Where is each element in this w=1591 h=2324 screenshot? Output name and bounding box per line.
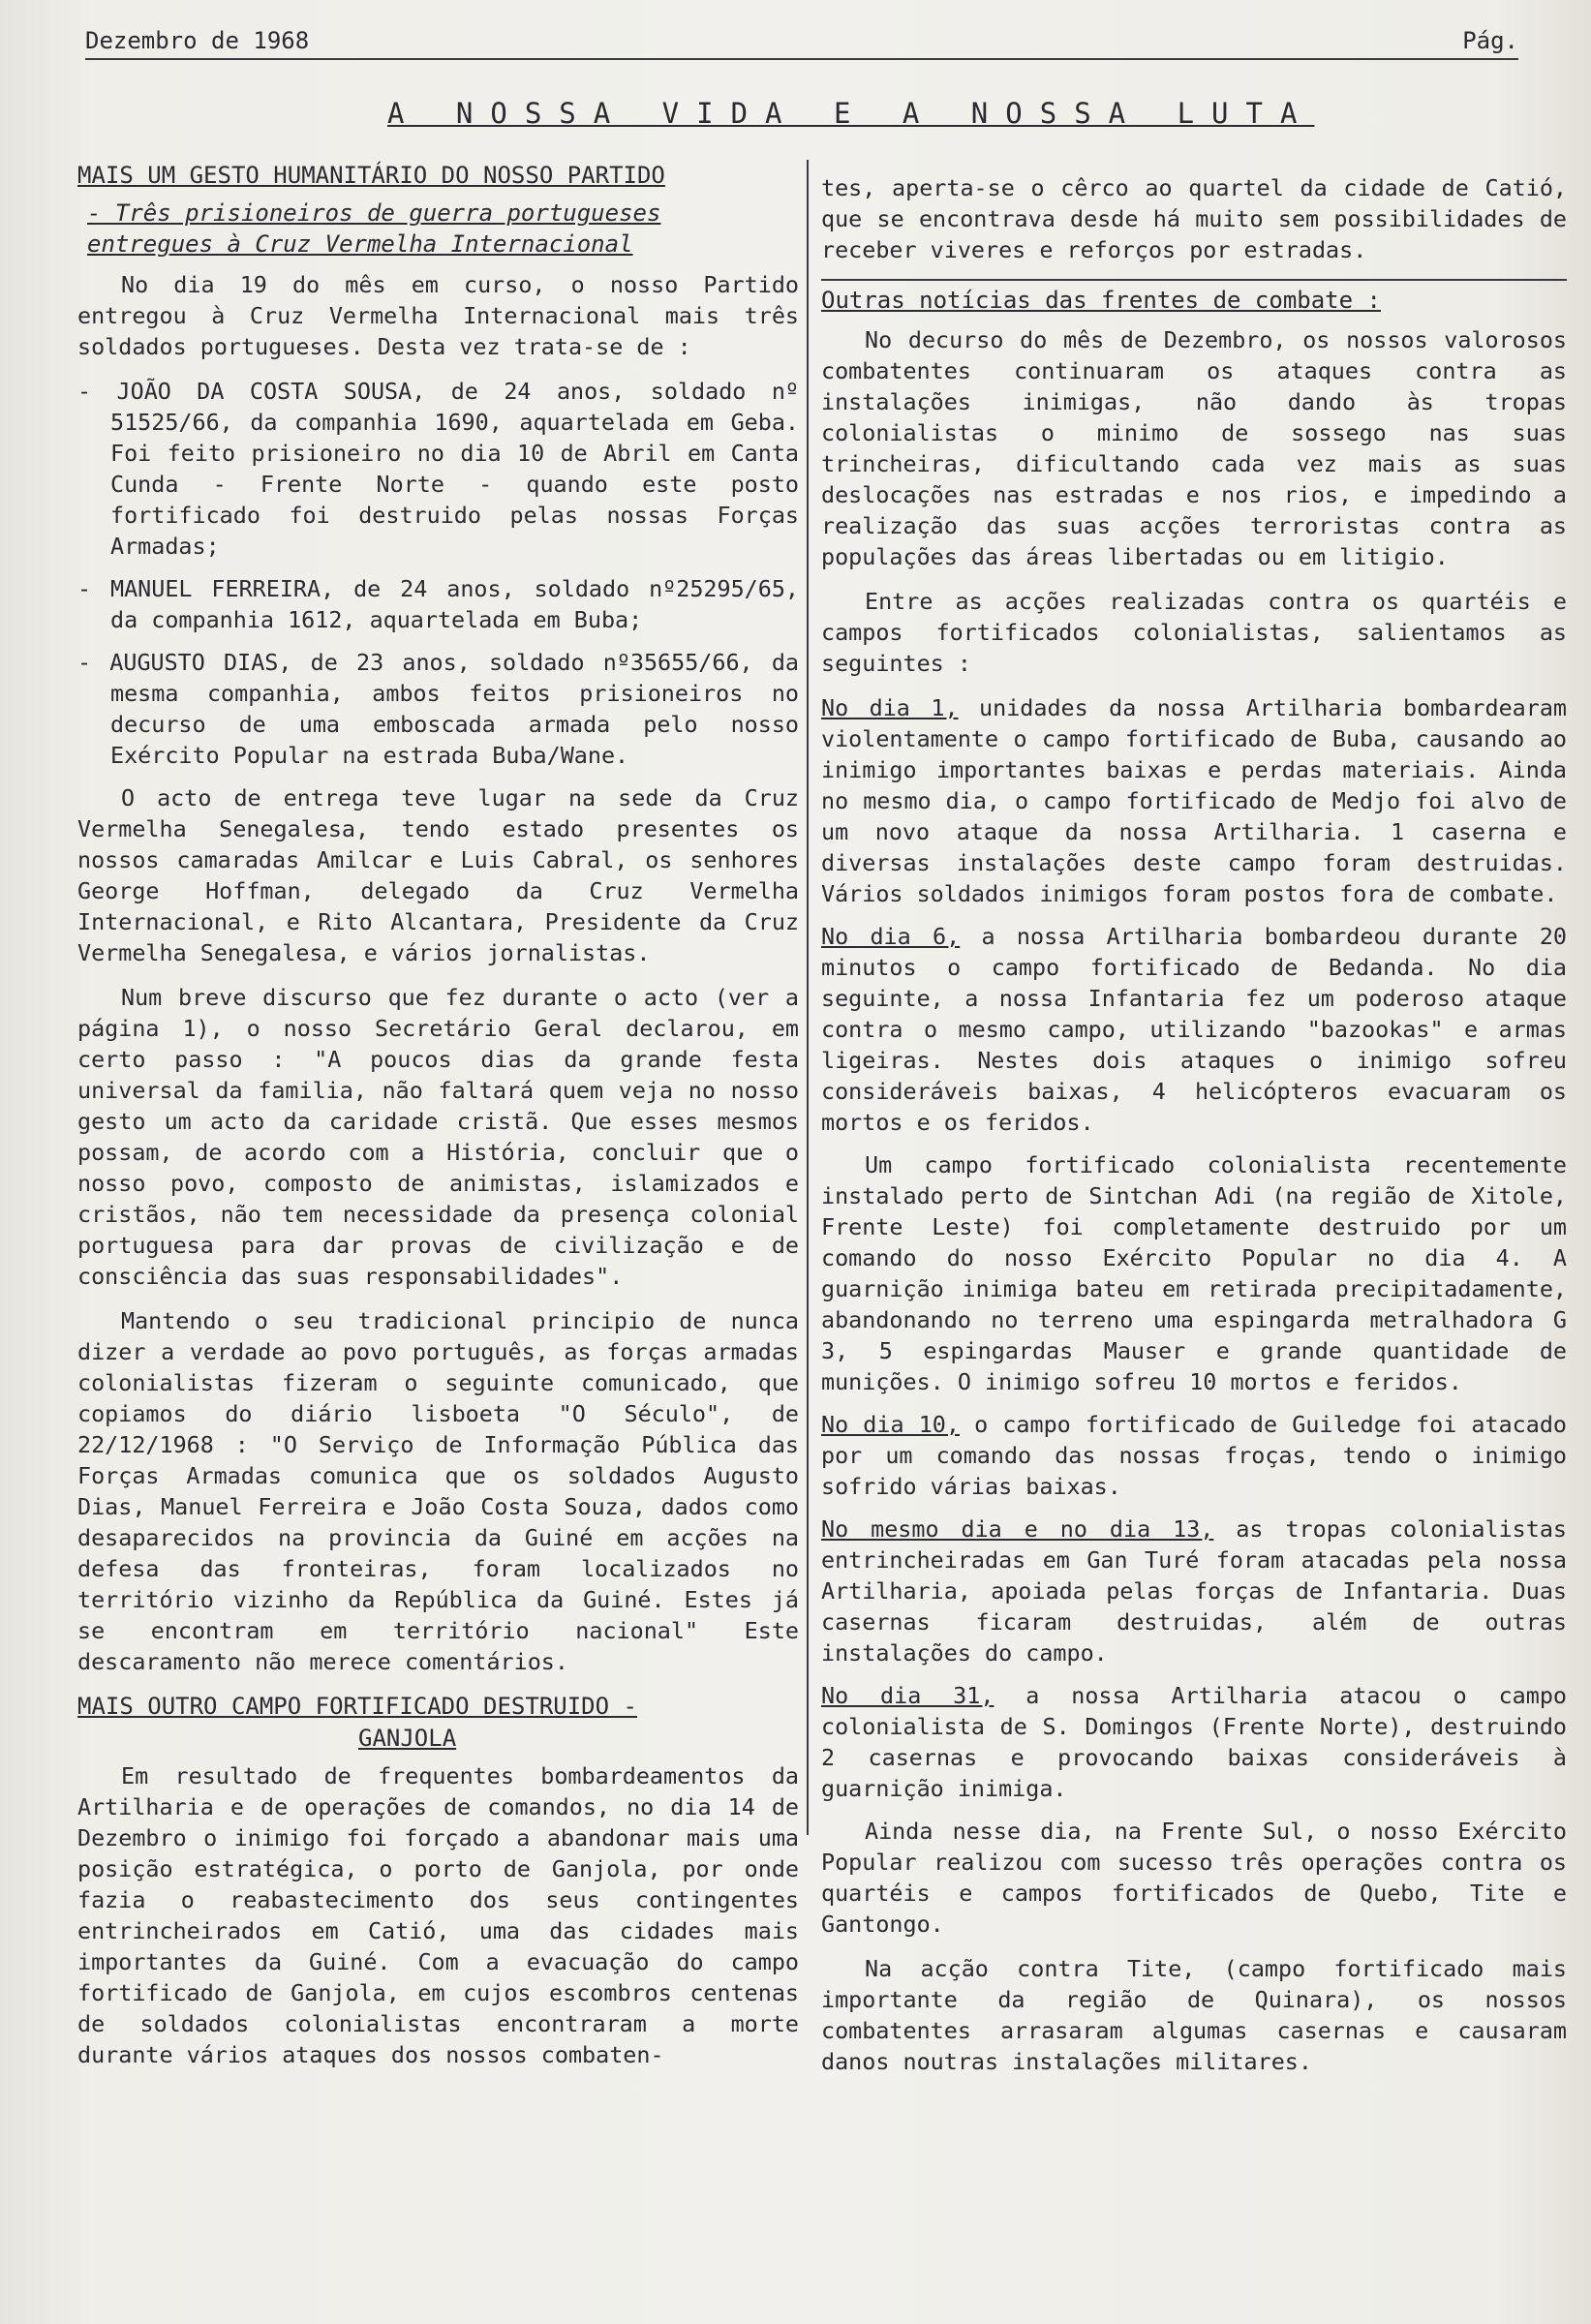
news-item-lead: No dia 1, xyxy=(821,694,959,721)
news-item-text: Um campo fortificado colonialista recentemente instalado perto de Sintchan Adi (na região de Xitole, Frente Leste) foi completamente destruido por um comando do nosso Exército Popular no dia 4. A guarnição inimiga bateu em retirada precipitadamente, abandonando no terreno uma espingarda metralhadora G 3, 5 espingardas Mauser e grande quantidade de munições. O inimigo sofreu 10 mortos e feridos. xyxy=(821,1151,1567,1395)
news-item xyxy=(821,1680,1567,1804)
article1-paragraph: Num breve discurso que fez durante o acto (ver a página 1), o nosso Secretário Geral declarou, em certo passo : "A poucos dias da grande festa universal da familia, não faltará quem veja no nosso gesto um acto da caridade cristã. Que esses mesmos possam, de acordo com a História, concluir que o nosso povo, composto de animistas, islamizados e cristãos, não tem necessidade da presença colonial portuguesa para dar provas de civilização e de consciência das suas responsabilidades". xyxy=(77,984,799,1290)
news-item-text: a nossa Artilharia atacou o campo colonialista de S. Domingos (Frente Norte), destruindo 2 casernas e provocando baixas consideráveis à guarnição inimiga. xyxy=(821,1682,1567,1802)
right-column xyxy=(821,172,1567,2091)
news-item-lead: No dia 6, xyxy=(821,923,961,950)
article2-paragraph: Em resultado de frequentes bombardeamentos da Artilharia e de operações de comandos, no dia 14 de Dezembro o inimigo foi forçado a abandonar mais uma posição estratégica, o porto de Ganjola, por onde fazia o reabastecimento dos seus contingentes entrincheirados em Catió, uma das cidades mais importantes da Guiné. Com a evacuação do campo fortificado de Ganjola, em cujos escombros centenas de soldados colonialistas encontraram a morte durante vários ataques dos nossos combaten- xyxy=(77,1762,799,2068)
news-item-lead: No mesmo dia e no dia 13, xyxy=(821,1515,1214,1543)
article1-subtitle: - Três prisioneiros de guerra portugueses entregues à Cruz Vermelha Internacional xyxy=(87,199,661,258)
news-paragraph: Entre as acções realizadas contra os quartéis e campos fortificados colonialistas, salientamos as seguintes : xyxy=(821,588,1567,677)
news-paragraph: Na acção contra Tite, (campo fortificado mais importante da região de Quinara), os nossos combatentes arrasaram algumas casernas e causaram danos noutras instalações militares. xyxy=(821,1955,1567,2075)
article2-title-line1: MAIS OUTRO CAMPO FORTIFICADO DESTRUIDO - xyxy=(77,1693,637,1720)
article1-title: MAIS UM GESTO HUMANITÁRIO DO NOSSO PARTIDO xyxy=(77,162,665,189)
news-paragraph: No decurso do mês de Dezembro, os nossos valorosos combatentes continuaram os ataques contra as instalações inimigas, não dando às tropas colonialistas o minimo de sossego nas suas trincheiras, dificultando cada vez mais as suas deslocações nas estradas e nos rios, e impedindo a realização das suas acções terroristas contra as populações das áreas libertadas ou em litigio. xyxy=(821,326,1567,570)
prisoner-item: - MANUEL FERREIRA, de 24 anos, soldado nº25295/65, da companhia 1612, aquartelada em Buba; xyxy=(77,575,799,633)
continuation-paragraph: tes, aperta-se o cêrco ao quartel da cidade de Catió, que se encontrava desde há muito sem possibilidades de receber viveres e reforços por estradas. xyxy=(821,174,1567,263)
news-item xyxy=(821,1514,1567,1668)
prisoner-item: - AUGUSTO DIAS, de 23 anos, soldado nº35655/66, da mesma companhia, ambos feitos prisioneiros no decurso de uma emboscada armada pelo nosso Exército Popular na estrada Buba/Wane. xyxy=(77,649,799,769)
news-paragraph: Ainda nesse dia, na Frente Sul, o nosso Exército Popular realizou com sucesso três operações contra os quartéis e campos fortificados de Quebo, Tite e Gantongo. xyxy=(821,1818,1567,1938)
article1-intro: No dia 19 do mês em curso, o nosso Partido entregou à Cruz Vermelha Internacional mais três soldados portugueses. Desta vez trata-se de : xyxy=(77,271,799,360)
news-item xyxy=(821,1149,1567,1397)
column-divider xyxy=(807,160,809,1835)
article1-paragraph: O acto de entrega teve lugar na sede da Cruz Vermelha Senegalesa, tendo estado presentes os nossos camaradas Amilcar e Luis Cabral, os senhores George Hoffman, delegado da Cruz Vermelha Internacional, e Rito Alcantara, Presidente da Cruz Vermelha Senegalesa, e vários jornalistas. xyxy=(77,784,799,966)
news-item-text: as tropas colonialistas entrincheiradas em Gan Turé foram atacadas pela nossa Artilharia, apoiada pelas forças de Infantaria. Duas casernas ficaram destruidas, além de outras instalações do campo. xyxy=(821,1515,1568,1667)
news-item xyxy=(821,1409,1567,1502)
news-item xyxy=(821,692,1567,909)
news-item xyxy=(821,921,1567,1138)
news-item-text: a nossa Artilharia bombardeou durante 20 minutos o campo fortificado de Bedanda. No dia seguinte, a nossa Infantaria fez um poderoso ataque contra o mesmo campo, utilizando "bazookas" e armas ligeiras. Nestes dois ataques o inimigo sofreu consideráveis baixas, 4 helicópteros evacuaram os mortos e os feridos. xyxy=(821,923,1567,1136)
left-column xyxy=(77,160,799,2084)
prisoner-item: - JOÃO DA COSTA SOUSA, de 24 anos, soldado nº 51525/66, da companhia 1690, aquartelada em Geba. Foi feito prisioneiro no dia 10 de Abril em Canta Cunda - Frente Norte - quando este posto fortificado foi destruido pelas nossas Forças Armadas; xyxy=(77,378,799,560)
news-item-lead: No dia 31, xyxy=(821,1682,994,1709)
news-item-lead: No dia 10, xyxy=(821,1411,960,1438)
page-header xyxy=(85,27,1518,60)
header-page: Pág. xyxy=(1462,27,1518,54)
news-item-text: unidades da nossa Artilharia bombardearam violentamente o campo fortificado de Buba, causando ao inimigo importantes baixas e perdas materiais. Ainda no mesmo dia, o campo fortificado de Medjo foi alvo de um novo ataque da nossa Artilharia. 1 caserna e diversas instalações deste campo foram destruidas. Vários soldados inimigos foram postos fora de combate. xyxy=(821,694,1567,907)
article2-title-line2: GANJOLA xyxy=(358,1725,457,1752)
article2-title xyxy=(77,1691,799,1755)
section-title: Outras notícias das frentes de combate : xyxy=(821,279,1567,317)
masthead-title: A NOSSA VIDA E A NOSSA LUTA xyxy=(387,97,1315,130)
news-item-text: o campo fortificado de Guiledge foi atacado por um comando das nossas froças, tendo o inimigo sofrido várias baixas. xyxy=(821,1411,1568,1500)
article1-paragraph: Mantendo o seu tradicional principio de nunca dizer a verdade ao povo português, as forças armadas colonialistas fizeram o seguinte comunicado, que copiamos do diário lisboeta "O Século", de 22/12/1968 : "O Serviço de Informação Pública das Forças Armadas comunica que os soldados Augusto Dias, Manuel Ferreira e João Costa Souza, dados como desaparecidos na provincia da Guiné em acções na defesa das fronteiras, foram localizados no território vizinho da República da Guiné. Estes já se encontram em território nacional" Este descaramento não merece comentários. xyxy=(77,1307,799,1675)
header-date: Dezembro de 1968 xyxy=(85,27,310,54)
